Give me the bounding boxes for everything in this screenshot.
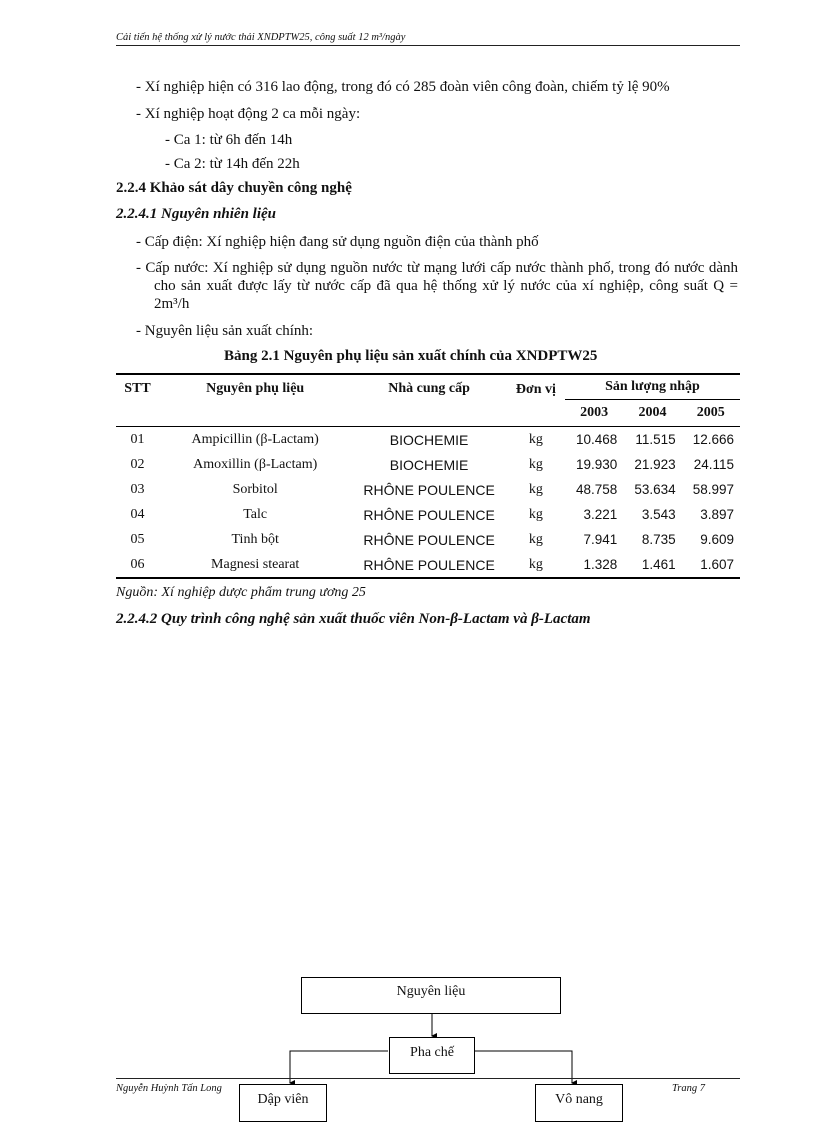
cell-stt: 06 xyxy=(116,552,159,578)
flow-box-mixing: Pha chế xyxy=(389,1037,475,1074)
col-header-year-2005: 2005 xyxy=(696,405,725,420)
shifts-bullet: - Xí nghiệp hoạt động 2 ca mỗi ngày: xyxy=(136,106,361,122)
col-header-unit: Đơn vị xyxy=(515,382,556,397)
running-header: Cải tiến hệ thống xử lý nước thải XNDPTW25, công suất 12 m³/ngày xyxy=(116,32,406,43)
cell-stt: 05 xyxy=(130,531,145,547)
footer-author: Nguyễn Huỳnh Tấn Long xyxy=(116,1083,222,1094)
flow-box-raw-material: Nguyên liệu xyxy=(301,977,561,1014)
flow-box-tableting: Dập viên xyxy=(239,1084,327,1122)
cell-supplier: RHÔNE POULENCE xyxy=(363,531,495,548)
cell-2004: 8.735 xyxy=(641,532,676,547)
cell-2003: 10.468 xyxy=(575,432,618,447)
water-supply-paragraph: - Cấp nước: Xí nghiệp sử dụng nguồn nước từ mạng lưới cấp nước thành phố, trong đó nước dành cho sản xuất được lấy từ nước cấp đã qua hệ thống xử lý nước của xí nghiệp, công suất Q = 2m³/h xyxy=(136,260,738,312)
section-heading-2-2-4: 2.2.4 Khảo sát dây chuyền công nghệ xyxy=(116,180,352,196)
power-supply-text: - Cấp điện: Xí nghiệp hiện đang sử dụng nguồn điện của thành phố xyxy=(136,234,539,250)
cell-material: Magnesi stearat xyxy=(159,552,351,578)
cell-unit: kg xyxy=(528,431,543,447)
cell-material: Amoxillin (β-Lactam) xyxy=(193,456,318,472)
cell-2005: 24.115 xyxy=(693,457,734,472)
cell-material: Tinh bột xyxy=(231,531,279,547)
cell-supplier: RHÔNE POULENCE xyxy=(363,506,495,523)
cell-unit: kg xyxy=(528,506,543,522)
cell-supplier: BIOCHEMIE xyxy=(389,431,469,448)
cell-unit: kg xyxy=(528,531,543,547)
table-caption: Bảng 2.1 Nguyên phụ liệu sản xuất chính của XNDPTW25 xyxy=(224,348,598,364)
cell-unit: kg xyxy=(507,552,565,578)
cell-2005: 9.609 xyxy=(700,532,734,547)
section-heading-2-2-4-1: 2.2.4.1 Nguyên nhiên liệu xyxy=(116,206,277,222)
cell-stt: 01 xyxy=(130,431,145,447)
col-header-volume: Sản lượng nhập xyxy=(565,374,740,400)
flow-box-capsule-filling: Vô nang xyxy=(535,1084,623,1122)
cell-2005: 3.897 xyxy=(700,507,734,522)
col-header-year-2003: 2003 xyxy=(580,405,609,420)
col-header-year-2004: 2004 xyxy=(638,405,667,420)
cell-2004: 3.543 xyxy=(641,507,676,522)
cell-2003: 3.221 xyxy=(583,507,618,522)
cell-2003: 7.941 xyxy=(583,532,618,547)
cell-2004: 53.634 xyxy=(634,482,676,497)
cell-2003: 1.328 xyxy=(565,552,623,578)
cell-supplier: RHÔNE POULENCE xyxy=(351,552,507,578)
cell-material: Talc xyxy=(243,506,268,522)
cell-supplier: RHÔNE POULENCE xyxy=(363,481,495,498)
cell-stt: 03 xyxy=(130,481,145,497)
shift-1: - Ca 1: từ 6h đến 14h xyxy=(165,132,293,148)
cell-2005: 12.666 xyxy=(692,432,734,447)
shift-2: - Ca 2: từ 14h đến 22h xyxy=(165,156,300,172)
cell-unit: kg xyxy=(528,481,543,497)
col-header-stt: STT xyxy=(124,381,151,396)
workforce-bullet: - Xí nghiệp hiện có 316 lao động, trong đó có 285 đoàn viên công đoàn, chiếm tỷ lệ 90% xyxy=(136,79,670,95)
cell-stt: 02 xyxy=(130,456,145,472)
cell-2005: 1.607 xyxy=(682,552,740,578)
footer-page-number: Trang 7 xyxy=(672,1083,705,1094)
table-source-note: Nguồn: Xí nghiệp dược phẩm trung ương 25 xyxy=(116,585,366,600)
cell-2004: 1.461 xyxy=(623,552,681,578)
footer-divider xyxy=(116,1078,740,1079)
cell-material: Sorbitol xyxy=(232,481,278,497)
section-heading-2-2-4-2: 2.2.4.2 Quy trình công nghệ sản xuất thuốc viên Non-β-Lactam và β-Lactam xyxy=(116,611,591,627)
cell-2003: 48.758 xyxy=(575,482,618,497)
cell-stt: 04 xyxy=(130,506,145,522)
cell-2004: 11.515 xyxy=(635,432,676,447)
col-header-supplier: Nhà cung cấp xyxy=(388,381,470,396)
materials-intro: - Nguyên liệu sản xuất chính: xyxy=(136,323,314,339)
col-header-material: Nguyên phụ liệu xyxy=(206,381,305,396)
cell-2003: 19.930 xyxy=(575,457,618,472)
cell-2004: 21.923 xyxy=(634,457,676,472)
cell-unit: kg xyxy=(528,456,543,472)
cell-material: Ampicillin (β-Lactam) xyxy=(191,431,319,447)
cell-supplier: BIOCHEMIE xyxy=(389,456,469,473)
cell-2005: 58.997 xyxy=(692,482,734,497)
